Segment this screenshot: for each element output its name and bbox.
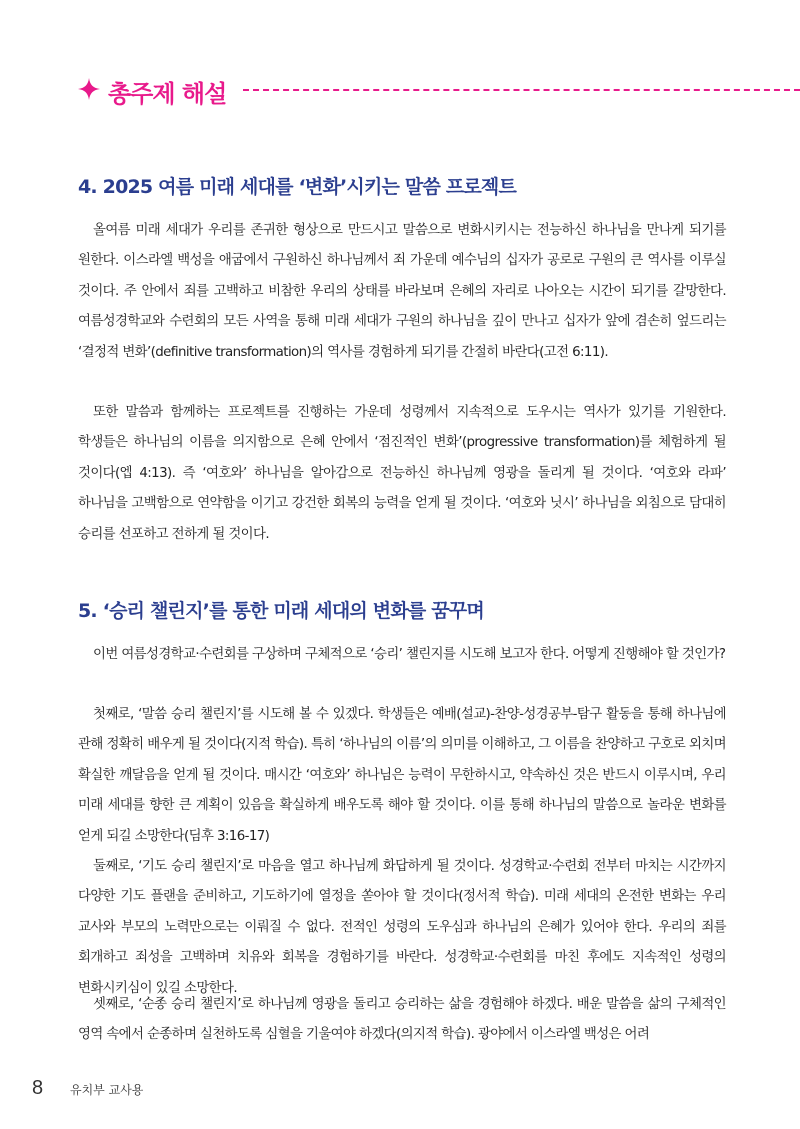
section-4-paragraph-1: 올여름 미래 세대가 우리를 존귀한 형상으로 만드시고 말씀으로 변화시키시는 전능하신 하나님을 만나게 되기를 원한다. 이스라엘 백성을 애굽에서 구원하신 하나님께서 죄 가운데 예수님의 십자가 공로로 구원의 큰 역사를 이루실 것이다. 주 안에서 죄를 고백하고 비참한 우리의 상태를 바라보며 은혜의 자리로 나아오는 시간이 되기를 갈망한다. 여름성경학교와 수련회의 모든 사역을 통해 미래 세대가 구원의 하나님을 깊이 만나고 십자가 앞에 겸손히 엎드리는 ‘결정적 변화’(definitive transformation)의 역사를 경험하게 되기를 간절히 바란다(고전 6:11). [78, 223, 726, 360]
footer-label: 유치부 교사용 [70, 1083, 144, 1097]
section-5-paragraph-4: 셋째로, ‘순종 승리 챌린지’로 하나님께 영광을 돌리고 승리하는 삶을 경험해야 하겠다. 배운 말씀을 삶의 구체적인 영역 속에서 순종하며 실천하도록 심혈을 기울여야 하겠다(의지적 학습). 광야에서 이스라엘 백성은 어려 [78, 997, 726, 1043]
section-header [78, 70, 800, 110]
section-4-paragraph-2: 또한 말씀과 함께하는 프로젝트를 진행하는 가운데 성령께서 지속적으로 도우시는 역사가 있기를 기원한다. 학생들은 하나님의 이름을 의지함으로 은혜 안에서 ‘점진적인 변화’(progressive transformation)를 체험하게 될 것이다(엡 4:13). 즉 ‘여호와’ 하나님을 알아감으로 전능하신 하나님께 영광을 돌리게 될 것이다. ‘여호와 라파’ 하나님을 고백함으로 연약함을 이기고 강건한 회복의 능력을 얻게 될 것이다. ‘여호와 닛시’ 하나님을 외침으로 담대히 승리를 선포하고 전하게 될 것이다. [78, 405, 726, 542]
page-number: 8 [32, 1077, 44, 1099]
header-title: 총주제 해설 [108, 80, 227, 108]
section-4-heading: 4. 2025 여름 미래 세대를 ‘변화’시키는 말씀 프로젝트 [78, 176, 517, 198]
page-footer [32, 1077, 144, 1101]
section-5-paragraph-3: 둘째로, ‘기도 승리 챌린지’로 마음을 열고 하나님께 화답하게 될 것이다. 성경학교·수련회 전부터 마치는 시간까지 다양한 기도 플랜을 준비하고, 기도하기에 열정을 쏟아야 할 것이다(정서적 학습). 미래 세대의 온전한 변화는 우리 교사와 부모의 노력만으로는 이뤄질 수 없다. 전적인 성령의 도우심과 하나님의 은혜가 있어야 한다. 우리의 죄를 회개하고 죄성을 고백하며 치유와 회복을 경험하기를 바란다. 성경학교·수련회를 마친 후에도 지속적인 성령의 변화시키심이 있길 소망한다. [78, 859, 726, 996]
star-icon [78, 78, 100, 100]
section-5-paragraph-2: 첫째로, ‘말씀 승리 챌린지’를 시도해 볼 수 있겠다. 학생들은 예배(설교)-찬양-성경공부-탐구 활동을 통해 하나님에 관해 정확히 배우게 될 것이다(지적 학습). 특히 ‘하나님의 이름’의 의미를 이해하고, 그 이름을 찬양하고 구호로 외치며 확실한 깨달음을 얻게 될 것이다. 매시간 ‘여호와’ 하나님은 능력이 무한하시고, 약속하신 것은 반드시 이루시며, 우리 미래 세대를 향한 큰 계획이 있음을 확실하게 배우도록 해야 할 것이다. 이를 통해 하나님의 말씀으로 놀라운 변화를 얻게 되길 소망한다(딤후 3:16-17) [78, 707, 726, 844]
section-5-heading: 5. ‘승리 챌린지’를 통한 미래 세대의 변화를 꿈꾸며 [78, 600, 484, 622]
section-5-paragraph-1: 이번 여름성경학교·수련회를 구상하며 구체적으로 ‘승리’ 챌린지를 시도해 보고자 한다. 어떻게 진행해야 할 것인가? [93, 647, 726, 662]
header-dashed-rule [243, 89, 800, 91]
